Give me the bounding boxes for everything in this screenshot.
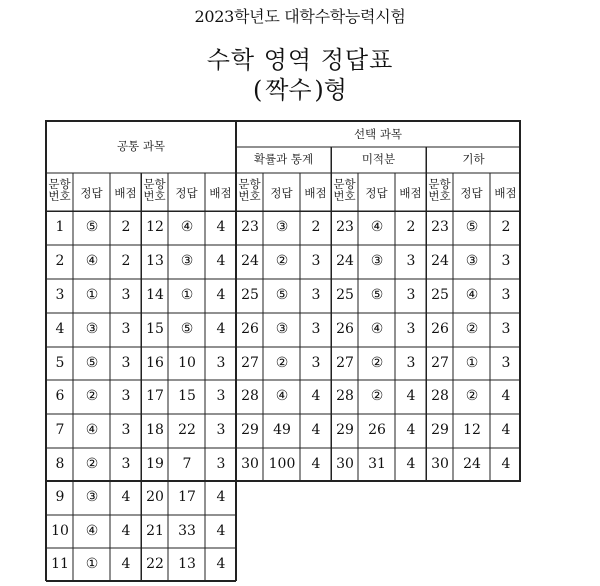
cell-answer: ④ xyxy=(180,219,194,235)
cell-points: 3 xyxy=(121,287,131,303)
col-header-number-line1: 문항 xyxy=(143,177,166,191)
cell-answer: ① xyxy=(85,555,99,572)
col-header-number xyxy=(236,178,263,202)
cell-answer: ③ xyxy=(180,253,194,269)
col-header-answer: 정답 xyxy=(365,186,388,200)
cell-points: 4 xyxy=(311,388,321,404)
col-header-number-line1: 문항 xyxy=(48,177,71,191)
cell-number: 13 xyxy=(146,253,164,269)
cell-answer: ② xyxy=(85,388,99,404)
cell-answer: ② xyxy=(275,354,289,371)
header-elective-3: 기하 xyxy=(462,152,485,166)
cell-answer: ④ xyxy=(370,321,384,337)
cell-answer: ② xyxy=(275,253,289,269)
cell-number: 29 xyxy=(336,422,354,438)
cell-points: 3 xyxy=(121,422,131,438)
cell-answer: 33 xyxy=(178,522,196,539)
header-common: 공통 과목 xyxy=(116,139,166,153)
cell-number: 29 xyxy=(241,422,259,438)
cell-number: 20 xyxy=(146,489,164,505)
cell-answer: ③ xyxy=(275,321,289,337)
cell-number: 14 xyxy=(146,287,164,303)
cell-points: 4 xyxy=(121,555,131,572)
cell-number: 30 xyxy=(336,455,354,472)
cell-number: 3 xyxy=(55,287,65,303)
subject-title: 수학 영역 정답표 xyxy=(206,46,394,74)
col-header-answer: 정답 xyxy=(270,186,293,200)
cell-points: 2 xyxy=(311,219,321,235)
cell-points: 3 xyxy=(501,253,511,269)
cell-points: 3 xyxy=(501,321,511,337)
cell-number: 24 xyxy=(336,253,354,269)
cell-answer: ③ xyxy=(275,219,289,235)
cell-answer: 17 xyxy=(178,489,196,505)
cell-number: 23 xyxy=(431,219,449,235)
cell-points: 3 xyxy=(216,388,226,404)
cell-number: 4 xyxy=(55,321,65,337)
col-header-number-line1: 문항 xyxy=(333,177,356,191)
cell-number: 26 xyxy=(336,321,354,337)
cell-number: 23 xyxy=(336,219,354,235)
header-elective-2: 미적분 xyxy=(361,152,396,166)
cell-points: 2 xyxy=(406,219,416,235)
cell-points: 4 xyxy=(501,388,511,404)
cell-points: 4 xyxy=(216,287,226,303)
col-header-points: 배점 xyxy=(494,186,517,200)
cell-number: 5 xyxy=(55,354,65,371)
cell-points: 4 xyxy=(406,388,416,404)
col-header-points: 배점 xyxy=(304,186,327,200)
col-header-number xyxy=(46,178,73,202)
cell-points: 3 xyxy=(216,354,226,371)
type-label: 짝수 xyxy=(265,76,312,104)
cell-number: 25 xyxy=(336,287,354,303)
cell-answer: ④ xyxy=(85,253,99,269)
col-header-number xyxy=(141,178,168,202)
col-header-answer: 정답 xyxy=(175,186,198,200)
cell-number: 15 xyxy=(146,321,164,337)
cell-number: 8 xyxy=(55,455,65,472)
cell-points: 4 xyxy=(216,219,226,235)
cell-answer: 31 xyxy=(368,455,386,472)
cell-number: 19 xyxy=(146,455,164,472)
cell-number: 11 xyxy=(51,555,69,572)
cell-answer: ② xyxy=(465,321,479,337)
cell-number: 9 xyxy=(55,489,65,505)
cell-number: 25 xyxy=(241,287,259,303)
cell-number: 22 xyxy=(146,555,164,572)
cell-answer: 49 xyxy=(273,422,291,438)
cell-answer: ③ xyxy=(465,253,479,269)
cell-answer: 24 xyxy=(463,455,481,472)
cell-answer: ⑤ xyxy=(370,287,384,303)
cell-number: 16 xyxy=(146,354,164,371)
cell-points: 3 xyxy=(501,354,511,371)
cell-number: 17 xyxy=(146,388,164,404)
header-elective: 선택 과목 xyxy=(353,127,403,141)
cell-points: 3 xyxy=(406,321,416,337)
cell-points: 4 xyxy=(216,555,226,572)
header-elective-1: 확률과 통계 xyxy=(253,152,314,166)
cell-answer: ⑤ xyxy=(180,321,194,337)
cell-answer: ② xyxy=(370,354,384,371)
cell-number: 26 xyxy=(431,321,449,337)
col-header-answer: 정답 xyxy=(460,186,483,200)
cell-number: 7 xyxy=(55,422,65,438)
cell-points: 4 xyxy=(216,489,226,505)
cell-number: 10 xyxy=(51,522,69,539)
cell-number: 27 xyxy=(241,354,259,371)
cell-points: 3 xyxy=(501,287,511,303)
cell-points: 3 xyxy=(216,455,226,472)
cell-number: 27 xyxy=(336,354,354,371)
cell-points: 3 xyxy=(311,287,321,303)
cell-points: 3 xyxy=(216,422,226,438)
col-header-number-line2: 번호 xyxy=(238,189,261,204)
cell-points: 3 xyxy=(406,354,416,371)
cell-answer: ⑤ xyxy=(275,287,289,303)
cell-points: 4 xyxy=(311,422,321,438)
cell-number: 27 xyxy=(431,354,449,371)
cell-points: 3 xyxy=(121,354,131,371)
cell-answer: 22 xyxy=(178,422,196,438)
cell-points: 2 xyxy=(121,219,131,235)
type-close-paren: )형 xyxy=(314,76,347,104)
cell-answer: ③ xyxy=(85,489,99,505)
cell-number: 24 xyxy=(431,253,449,269)
cell-number: 25 xyxy=(431,287,449,303)
cell-points: 2 xyxy=(501,219,511,235)
cell-answer: ④ xyxy=(275,388,289,404)
cell-answer: 100 xyxy=(268,455,296,472)
cell-answer: ④ xyxy=(85,522,99,539)
col-header-answer: 정답 xyxy=(80,186,103,200)
cell-number: 18 xyxy=(146,422,164,438)
cell-answer: ④ xyxy=(85,422,99,438)
cell-points: 4 xyxy=(216,522,226,539)
cell-points: 4 xyxy=(121,522,131,539)
cell-answer: ① xyxy=(465,354,479,371)
cell-number: 29 xyxy=(431,422,449,438)
cell-number: 6 xyxy=(55,388,65,404)
cell-answer: ⑤ xyxy=(85,354,99,371)
col-header-number xyxy=(331,178,358,202)
cell-points: 4 xyxy=(501,422,511,438)
cell-answer: ⑤ xyxy=(85,219,99,235)
cell-points: 4 xyxy=(216,253,226,269)
exam-title: 2023학년도 대학수학능력시험 xyxy=(194,7,406,26)
cell-number: 21 xyxy=(146,522,164,539)
cell-answer: ② xyxy=(370,388,384,404)
col-header-points: 배점 xyxy=(114,186,137,200)
col-header-number-line2: 번호 xyxy=(143,189,166,204)
cell-points: 3 xyxy=(406,287,416,303)
cell-points: 2 xyxy=(121,253,131,269)
cell-points: 3 xyxy=(121,455,131,472)
cell-answer: 12 xyxy=(463,422,481,438)
cell-points: 3 xyxy=(406,253,416,269)
cell-points: 3 xyxy=(311,253,321,269)
col-header-number-line2: 번호 xyxy=(333,189,356,204)
cell-answer: ① xyxy=(85,287,99,303)
cell-number: 12 xyxy=(146,219,164,235)
cell-number: 28 xyxy=(336,388,354,404)
cell-points: 4 xyxy=(406,455,416,472)
cell-points: 3 xyxy=(121,388,131,404)
cell-answer: ⑤ xyxy=(465,219,479,235)
cell-answer: ② xyxy=(465,388,479,404)
cell-points: 4 xyxy=(501,455,511,472)
cell-number: 30 xyxy=(431,455,449,472)
cell-points: 3 xyxy=(311,354,321,371)
cell-answer: 26 xyxy=(368,422,386,438)
col-header-number-line1: 문항 xyxy=(238,177,261,191)
col-header-number xyxy=(426,178,453,202)
cell-answer: 7 xyxy=(182,455,192,472)
col-header-number-line1: 문항 xyxy=(428,177,451,191)
cell-number: 26 xyxy=(241,321,259,337)
col-header-number-line2: 번호 xyxy=(48,189,71,204)
cell-number: 28 xyxy=(241,388,259,404)
cell-answer: ④ xyxy=(465,287,479,303)
cell-points: 3 xyxy=(311,321,321,337)
cell-answer: 10 xyxy=(178,354,196,371)
type-open-paren: ( xyxy=(253,76,263,104)
cell-number: 24 xyxy=(241,253,259,269)
cell-number: 28 xyxy=(431,388,449,404)
cell-points: 4 xyxy=(406,422,416,438)
cell-number: 1 xyxy=(55,219,65,235)
cell-answer: ③ xyxy=(85,321,99,337)
cell-answer: ② xyxy=(85,455,99,472)
cell-number: 30 xyxy=(241,455,259,472)
col-header-number-line2: 번호 xyxy=(428,189,451,204)
cell-answer: ① xyxy=(180,287,194,303)
cell-points: 4 xyxy=(216,321,226,337)
col-header-points: 배점 xyxy=(209,186,232,200)
cell-answer: 13 xyxy=(178,555,196,572)
cell-number: 23 xyxy=(241,219,259,235)
cell-answer: ④ xyxy=(370,219,384,235)
cell-points: 4 xyxy=(311,455,321,472)
cell-answer: ③ xyxy=(370,253,384,269)
col-header-points: 배점 xyxy=(399,186,422,200)
cell-number: 2 xyxy=(55,253,65,269)
cell-answer: 15 xyxy=(178,388,196,404)
cell-points: 3 xyxy=(121,321,131,337)
cell-points: 4 xyxy=(121,489,131,505)
